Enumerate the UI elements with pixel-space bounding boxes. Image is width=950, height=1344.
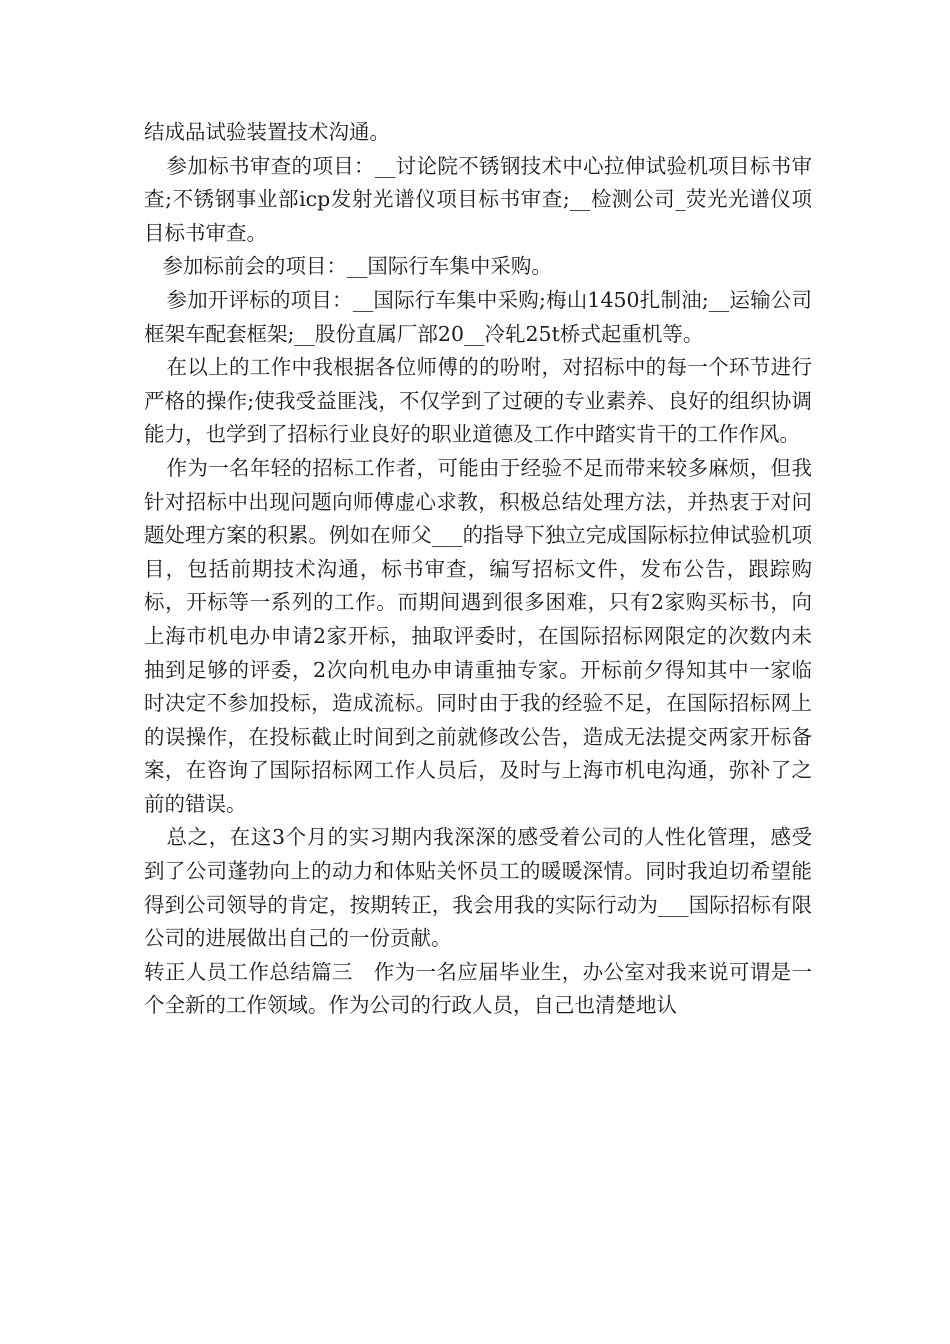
paragraph-5: 在以上的工作中我根据各位师傅的的吩咐，对招标中的每一个环节进行严格的操作;使我受益匪浅，不仅学到了过硬的专业素养、良好的组织协调能力，也学到了招标行业良好的职业道德及工作中踏实肯干的工作作风。 <box>144 355 812 447</box>
document-body <box>144 116 812 1023</box>
paragraph-1: 结成品试验装置技术沟通。 <box>144 120 390 144</box>
paragraph-7: 总之，在这3个月的实习期内我深深的感受着公司的人性化管理，感受到了公司蓬勃向上的动力和体贴关怀员工的暖暖深情。同时我迫切希望能得到公司领导的肯定，按期转正，我会用我的实际行动为___国际招标有限公司的进展做出自己的一份贡献。 <box>144 825 812 951</box>
paragraph-6: 作为一名年轻的招标工作者，可能由于经验不足而带来较多麻烦，但我针对招标中出现问题向师傅虚心求教，积极总结处理方法，并热衷于对问题处理方案的积累。例如在师父___的指导下独立完成国际标拉伸试验机项目，包括前期技术沟通，标书审查，编写招标文件，发布公告，跟踪购标，开标等一系列的工作。而期间遇到很多困难，只有2家购买标书，向上海市机电办申请2家开标，抽取评委时，在国际招标网限定的次数内未抽到足够的评委，2次向机电办申请重抽专家。开标前夕得知其中一家临时决定不参加投标，造成流标。同时由于我的经验不足，在国际招标网上的误操作，在投标截止时间到之前就修改公告，造成无法提交两家开标备案，在咨询了国际招标网工作人员后，及时与上海市机电沟通，弥补了之前的错误。 <box>144 455 812 816</box>
paragraph-3: 参加标前会的项目：__国际行车集中采购。 <box>162 254 552 279</box>
paragraph-2: 参加标书审查的项目：__讨论院不锈钢技术中心拉伸试验机项目标书审查;不锈钢事业部icp发射光谱仪项目标书审查;__检测公司_荧光光谱仪项目标书审查。 <box>144 153 812 245</box>
paragraph-8: 转正人员工作总结篇三 作为一名应届毕业生，办公室对我来说可谓是一个全新的工作领域。作为公司的行政人员，自己也清楚地认 <box>144 959 812 1018</box>
paragraph-4: 参加开评标的项目：__国际行车集中采购;梅山1450扎制油;__运输公司框架车配套框架;__股份直属厂部20__冷轧25t桥式起重机等。 <box>144 287 812 346</box>
